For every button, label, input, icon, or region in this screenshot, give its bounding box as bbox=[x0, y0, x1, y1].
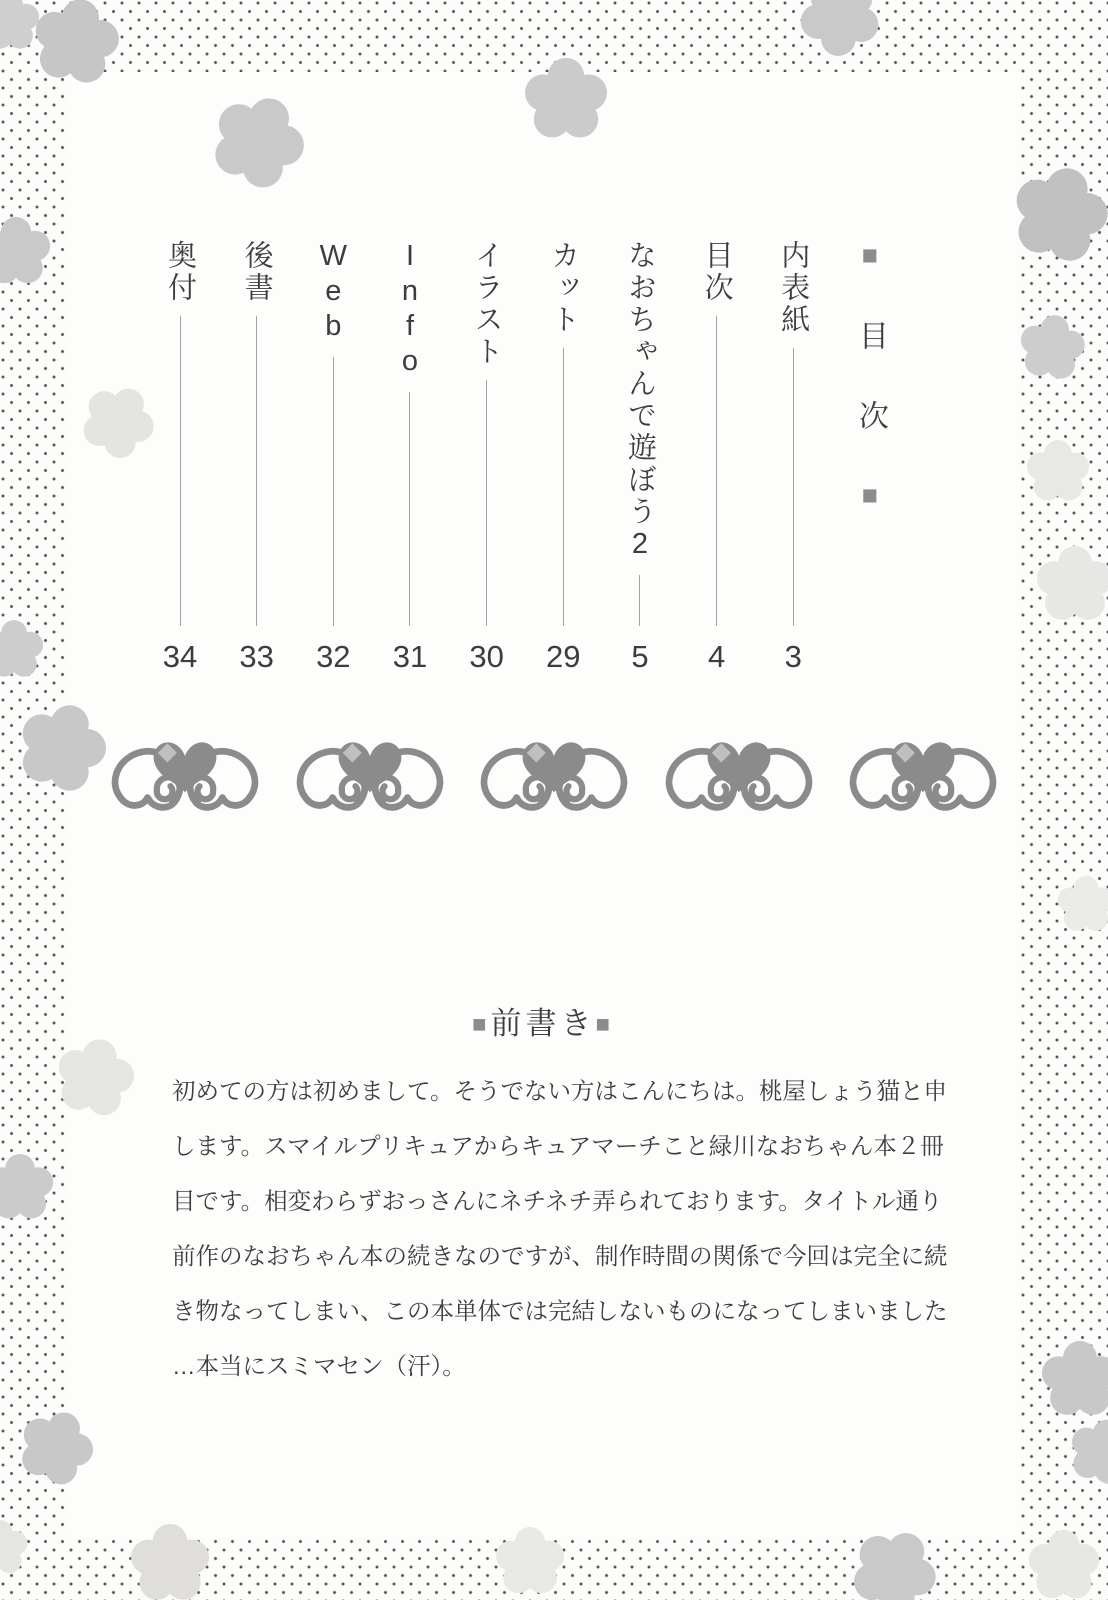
flower-icon bbox=[1058, 876, 1108, 931]
winged-hearts-divider bbox=[96, 728, 1012, 834]
toc-entry-page-number: 5 bbox=[631, 639, 649, 674]
toc-entry-title: なおちゃんで遊ぼう2 bbox=[623, 240, 656, 563]
toc-entry-page-number: 33 bbox=[239, 639, 274, 674]
flower-icon bbox=[1063, 1412, 1108, 1489]
toc-entry-title: 内表紙 bbox=[777, 240, 810, 336]
flower-icon bbox=[0, 1154, 53, 1218]
toc-title-text: 目次 bbox=[853, 320, 887, 480]
table-of-contents bbox=[162, 240, 888, 676]
flower-icon bbox=[0, 217, 50, 283]
square-bullet-icon: ■ bbox=[854, 480, 885, 560]
winged-heart-icon bbox=[834, 729, 1012, 833]
flower-icon bbox=[1037, 546, 1108, 620]
foreword-title bbox=[66, 1002, 1020, 1046]
toc-entry bbox=[545, 240, 581, 676]
toc-entry-page-number: 34 bbox=[162, 639, 198, 674]
winged-heart-icon bbox=[96, 729, 274, 833]
toc-entry bbox=[315, 240, 351, 676]
toc-entry bbox=[162, 240, 198, 676]
toc-leader-line bbox=[409, 392, 410, 626]
toc-entry-title: カット bbox=[547, 240, 580, 336]
square-bullet-icon: ■ bbox=[472, 1011, 491, 1038]
winged-heart-icon bbox=[650, 729, 828, 833]
toc-entry-page-number: 4 bbox=[707, 639, 726, 674]
toc-leader-line bbox=[486, 380, 487, 626]
foreword-line: …本当にスミマセン（汗）。 bbox=[172, 1353, 466, 1379]
toc-leader-line bbox=[256, 316, 257, 626]
toc-entry bbox=[469, 240, 505, 676]
toc-entry bbox=[622, 240, 658, 676]
toc-leader-line bbox=[333, 357, 334, 626]
foreword-section bbox=[66, 1002, 1020, 1394]
toc-entry-title: イラスト bbox=[470, 240, 503, 368]
foreword-line: 初めての方は初めまして。そうでない方はこんにちは。桃屋しょう猫と申 bbox=[172, 1078, 948, 1104]
foreword-line: します。スマイルプリキュアからキュアマーチこと緑川なおちゃん本２冊 bbox=[172, 1133, 944, 1159]
flower-icon bbox=[0, 1520, 27, 1573]
winged-heart-icon bbox=[281, 729, 459, 833]
toc-entry-page-number: 32 bbox=[316, 639, 351, 674]
square-bullet-icon: ■ bbox=[854, 240, 885, 320]
toc-entry bbox=[699, 240, 735, 676]
toc-leader-line bbox=[639, 575, 640, 626]
foreword-body bbox=[172, 1064, 954, 1394]
foreword-line: 前作のなおちゃん本の続きなのですが、制作時間の関係で今回は完全に続 bbox=[172, 1243, 948, 1269]
toc-entry-page-number: 30 bbox=[469, 639, 504, 674]
toc-entry bbox=[239, 240, 275, 676]
flower-icon bbox=[787, 0, 895, 68]
toc-entry-page-number: 29 bbox=[546, 639, 581, 674]
toc-entry-title: Info bbox=[393, 240, 426, 380]
toc-entry-title: 後書 bbox=[240, 240, 273, 304]
winged-heart-icon bbox=[465, 729, 643, 833]
toc-title bbox=[852, 240, 888, 570]
toc-entry-page-number: 31 bbox=[392, 639, 428, 674]
flower-icon bbox=[1042, 1341, 1108, 1415]
toc-entry bbox=[392, 240, 428, 676]
toc-leader-line bbox=[563, 348, 564, 626]
flower-icon bbox=[0, 0, 39, 49]
flower-icon bbox=[1027, 440, 1089, 500]
toc-entry-title: Web bbox=[317, 240, 350, 345]
page-content bbox=[66, 72, 1020, 1538]
square-bullet-icon: ■ bbox=[595, 1011, 614, 1038]
toc-entry-page-number: 3 bbox=[784, 639, 802, 674]
toc-leader-line bbox=[716, 316, 717, 626]
toc-entry-title: 目次 bbox=[700, 240, 733, 304]
foreword-title-text: 前書き bbox=[490, 1006, 596, 1041]
flower-icon bbox=[1029, 1530, 1099, 1598]
toc-entry bbox=[775, 240, 811, 676]
flower-icon bbox=[0, 620, 43, 677]
foreword-line: き物なってしまい、この本単体では完結しないものになってしまいました bbox=[172, 1298, 948, 1324]
foreword-line: 目です。相変わらずおっさんにネチネチ弄られております。タイトル通り bbox=[172, 1188, 943, 1214]
toc-entry-title: 奥付 bbox=[164, 240, 196, 304]
toc-leader-line bbox=[180, 316, 181, 626]
flower-icon bbox=[1016, 311, 1088, 382]
toc-leader-line bbox=[793, 348, 794, 626]
